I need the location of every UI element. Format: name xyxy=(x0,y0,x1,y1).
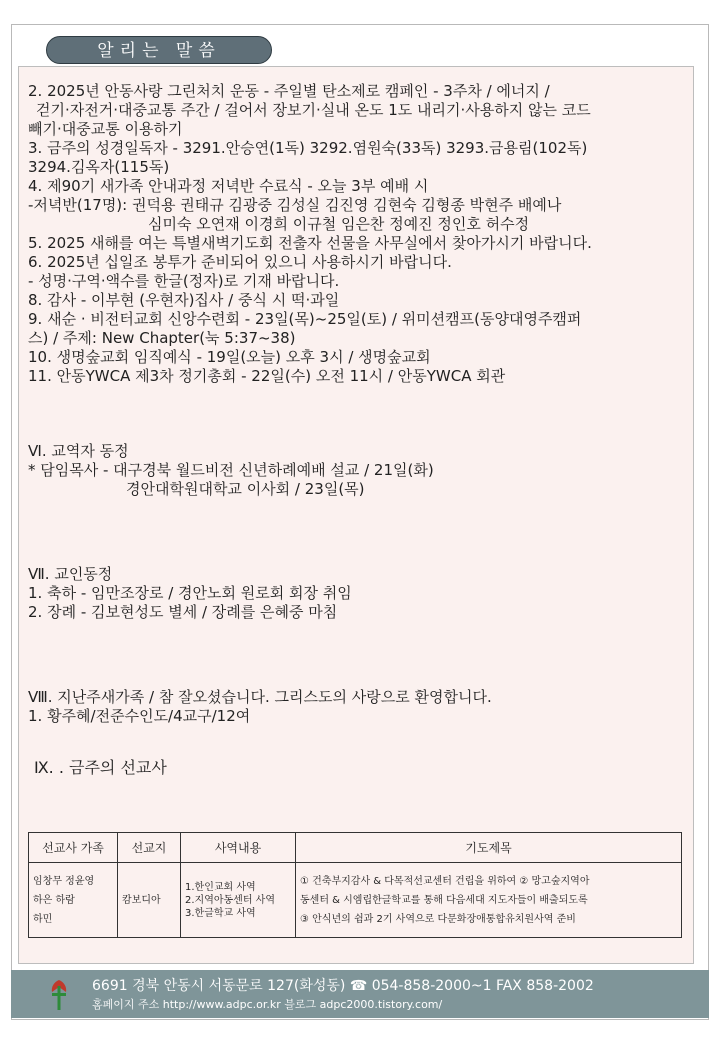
column-header-family: 선교사 가족 xyxy=(29,833,118,863)
announcement-line: - 성명·구역·액수를 한글(정자)로 기재 바랍니다. xyxy=(28,272,340,290)
prayer-line: 동센터 & 시엠립한글학교를 통해 다음세대 지도자들이 배출되도록 xyxy=(300,894,588,906)
announcement-line: 10. 생명숲교회 임직예식 - 19일(오늘) 오후 3시 / 생명숲교회 xyxy=(28,348,431,366)
announcement-line: 11. 안동YWCA 제3차 정기총회 - 22일(수) 오전 11시 / 안동YWCA 회관 xyxy=(28,367,506,385)
missionaries-table xyxy=(28,832,682,938)
section-6-heading: Ⅵ. 교역자 동정 xyxy=(28,442,129,460)
family-line: 하은 하람 xyxy=(33,894,75,906)
table-header-row xyxy=(29,833,682,863)
section-9-heading: Ⅸ. . 금주의 선교사 xyxy=(34,758,167,777)
family-line: 임창무 정윤영 xyxy=(33,875,95,887)
column-header-prayer: 기도제목 xyxy=(296,833,682,863)
announcement-line: 3294.김옥자(115독) xyxy=(28,158,170,176)
ministry-line: 1.한인교회 사역 xyxy=(185,881,256,893)
section-8-line: 1. 황주혜/전준수인도/4교구/12여 xyxy=(28,707,251,725)
announcement-line: 스) / 주제: New Chapter(눅 5:37~38) xyxy=(28,329,296,347)
section-7-line: 2. 장례 - 김보현성도 별세 / 장례를 은혜중 마침 xyxy=(28,603,338,621)
section-7-heading: Ⅶ. 교인동정 xyxy=(28,565,113,583)
table-row xyxy=(29,863,682,938)
announcement-line: 4. 제90기 새가족 안내과정 저녁반 수료식 - 오늘 3부 예배 시 xyxy=(28,177,429,195)
section-7-line: 1. 축하 - 임만조장로 / 경안노회 원로회 회장 취임 xyxy=(28,584,352,602)
ministry-line: 3.한글학교 사역 xyxy=(185,907,256,919)
cell-prayer xyxy=(296,863,682,938)
announcement-line: -저녁반(17명): 권덕용 권태규 김광중 김성실 김진영 김현숙 김형종 박현주 배예나 xyxy=(28,196,562,214)
prayer-line: ③ 안식년의 쉼과 2기 사역으로 다문화장애통합유치원사역 준비 xyxy=(300,913,576,925)
prayer-line: ① 건축부지감사 & 다목적선교센터 건립을 위하여 ② 망고숲지역아 xyxy=(300,875,590,887)
footer-website: 홈페이지 주소 http://www.adpc.or.kr 블로그 adpc2000.tistory.com/ xyxy=(92,998,443,1011)
footer-address: 6691 경북 안동시 서동문로 127(화성동) ☎ 054-858-2000~1 FAX 858-2002 xyxy=(92,978,594,994)
cell-family xyxy=(29,863,118,938)
announcement-line: 걷기·자전거·대중교통 주간 / 걸어서 장보기·실내 온도 1도 내리기·사용하지 않는 코드 xyxy=(36,101,591,119)
announcement-line: 9. 새순 · 비전터교회 신앙수련회 - 23일(목)~25일(토) / 위미션캠프(동양대영주캠퍼 xyxy=(28,310,582,328)
announcement-line: 5. 2025 새해를 여는 특별새벽기도회 전출자 선물을 사무실에서 찾아가시기 바랍니다. xyxy=(28,234,592,252)
column-header-country: 선교지 xyxy=(118,833,181,863)
announcement-line: 심미숙 오연재 이경희 이규철 임은찬 정예진 정인호 허수정 xyxy=(148,215,530,233)
announcement-line: 빼기·대중교통 이용하기 xyxy=(28,120,183,138)
church-logo-icon xyxy=(48,978,70,1012)
cell-ministry xyxy=(181,863,296,938)
cell-country: 캄보디아 xyxy=(118,863,181,938)
section-title-tab: 알리는 말씀 xyxy=(46,36,272,64)
announcements-content xyxy=(28,82,688,777)
section-6-line: 경안대학원대학교 이사회 / 23일(목) xyxy=(126,480,365,498)
announcement-line: 8. 감사 - 이부현 (우현자)집사 / 중식 시 떡·과일 xyxy=(28,291,340,309)
family-line: 하민 xyxy=(33,913,53,925)
ministry-line: 2.지역아동센터 사역 xyxy=(185,894,275,906)
announcement-line: 3. 금주의 성경일독자 - 3291.안승연(1독) 3292.염원숙(33독) 3293.금용림(102독) xyxy=(28,139,588,157)
announcement-line: 2. 2025년 안동사랑 그린처치 운동 - 주일별 탄소제로 캠페인 - 3주차 / 에너지 / xyxy=(28,82,550,100)
column-header-ministry: 사역내용 xyxy=(181,833,296,863)
section-6-line: * 담임목사 - 대구경북 월드비전 신년하례예배 설교 / 21일(화) xyxy=(28,461,434,479)
section-8-heading: Ⅷ. 지난주새가족 / 참 잘오셨습니다. 그리스도의 사랑으로 환영합니다. xyxy=(28,688,492,706)
announcement-line: 6. 2025년 십일조 봉투가 준비되어 있으니 사용하시기 바랍니다. xyxy=(28,253,452,271)
